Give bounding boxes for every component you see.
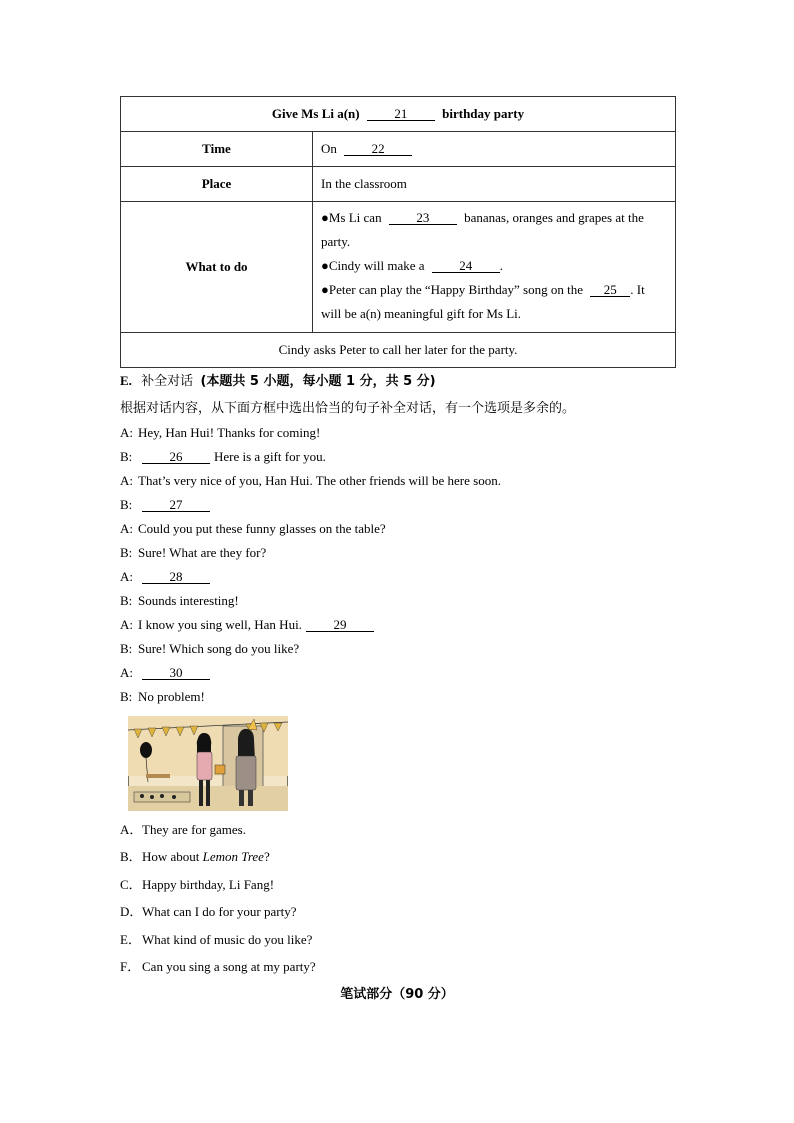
dialogue-text: I know you sing well, Han Hui. [138, 617, 302, 632]
option-letter: E． [120, 931, 141, 947]
todo-item-3: ●Peter can play the “Happy Birthday” song on the 25 . It will be a(n) meaningful gift for Ms Li. [321, 282, 645, 321]
dialogue-line [120, 517, 501, 541]
dialogue-line [120, 493, 501, 517]
dialogue [120, 421, 501, 709]
blank-26[interactable]: 26 [142, 450, 210, 464]
speaker-label: B: [120, 497, 133, 512]
blank-30[interactable]: 30 [142, 666, 210, 680]
table-footer-text: Cindy asks Peter to call her later for the party. [121, 333, 676, 368]
dialogue-text: Hey, Han Hui! Thanks for coming! [138, 425, 321, 440]
dialogue-line [120, 421, 501, 445]
option-item [120, 873, 316, 900]
dialogue-line [120, 613, 501, 637]
option-item [120, 818, 316, 845]
time-label: Time [121, 132, 313, 167]
speaker-label: B: [120, 449, 133, 464]
blank-21[interactable]: 21 [367, 107, 435, 121]
blank-25[interactable]: 25 [590, 283, 630, 297]
blank-29[interactable]: 29 [306, 618, 374, 632]
option-text: ? [263, 849, 270, 865]
speaker-label: A: [120, 569, 133, 584]
speaker-label: B: [120, 689, 133, 704]
option-item [120, 900, 316, 927]
todo-item-2: ●Cindy will make a 24 . [321, 258, 504, 273]
dialogue-line [120, 637, 501, 661]
todo-item-1: ●Ms Li can 23 bananas, oranges and grapes at the party. [321, 210, 644, 249]
blank-24[interactable]: 24 [432, 259, 500, 273]
dialogue-text: Sure! Which song do you like? [138, 641, 300, 656]
speaker-label: A: [120, 521, 133, 536]
dialogue-line [120, 685, 501, 709]
blank-22[interactable]: 22 [344, 142, 412, 156]
dialogue-line [120, 565, 501, 589]
option-item [120, 955, 316, 982]
option-text: They are for games. [142, 822, 246, 837]
place-value: In the classroom [313, 167, 676, 202]
birthday-party-illustration [128, 716, 288, 811]
time-row [121, 132, 676, 167]
option-text: Can you sing a song at my party? [142, 958, 316, 974]
option-text: How about [142, 849, 203, 865]
answer-options [120, 818, 316, 982]
option-letter: D． [120, 904, 143, 920]
dialogue-line [120, 661, 501, 685]
option-text: What kind of music do you like? [142, 931, 313, 947]
speaker-label: A: [120, 425, 133, 440]
place-label: Place [121, 167, 313, 202]
table-footer-row [121, 333, 676, 368]
time-value: On 22 [313, 132, 676, 167]
option-letter: C． [120, 876, 142, 892]
dialogue-text: Could you put these funny glasses on the table? [138, 521, 386, 536]
speaker-label: A: [120, 665, 133, 680]
speaker-label: A: [120, 617, 133, 632]
option-text: What can I do for your party? [142, 904, 297, 920]
what-to-do-label: What to do [121, 202, 313, 333]
party-plan-table [120, 96, 676, 368]
dialogue-text: Here is a gift for you. [214, 449, 326, 464]
option-letter: F． [120, 958, 141, 974]
option-letter: B． [120, 849, 142, 865]
speaker-label: B: [120, 641, 133, 656]
dialogue-text: Sure! What are they for? [138, 545, 267, 560]
dialogue-text: No problem! [138, 689, 205, 704]
option-text: Happy birthday, Li Fang! [142, 876, 275, 892]
dialogue-line [120, 589, 501, 613]
dialogue-line [120, 541, 501, 565]
table-title: Give Ms Li a(n) 21 birthday party [121, 97, 676, 132]
dialogue-text: Sounds interesting! [138, 593, 239, 608]
speaker-label: B: [120, 545, 133, 560]
option-item [120, 845, 316, 872]
written-part-heading: 笔试部分（90 分） [340, 987, 454, 1002]
what-to-do-list [313, 202, 676, 333]
what-to-do-row [121, 202, 676, 333]
option-song-title: Lemon Tree [202, 849, 264, 865]
speaker-label: B: [120, 593, 133, 608]
blank-23[interactable]: 23 [389, 211, 457, 225]
blank-28[interactable]: 28 [142, 570, 210, 584]
dialogue-text: That’s very nice of you, Han Hui. The other friends will be here soon. [138, 473, 501, 488]
section-e-heading: E. 补全对话 (本题共 5 小题，每小题 1 分，共 5 分) [120, 373, 436, 389]
section-e-instruction: 根据对话内容，从下面方框中选出恰当的句子补全对话，有一个选项是多余的。 [120, 401, 576, 416]
dialogue-line [120, 469, 501, 493]
dialogue-line [120, 445, 501, 469]
option-letter: A． [120, 822, 143, 837]
place-row [121, 167, 676, 202]
blank-27[interactable]: 27 [142, 498, 210, 512]
speaker-label: A: [120, 473, 133, 488]
table-title-row [121, 97, 676, 132]
option-item [120, 928, 316, 955]
